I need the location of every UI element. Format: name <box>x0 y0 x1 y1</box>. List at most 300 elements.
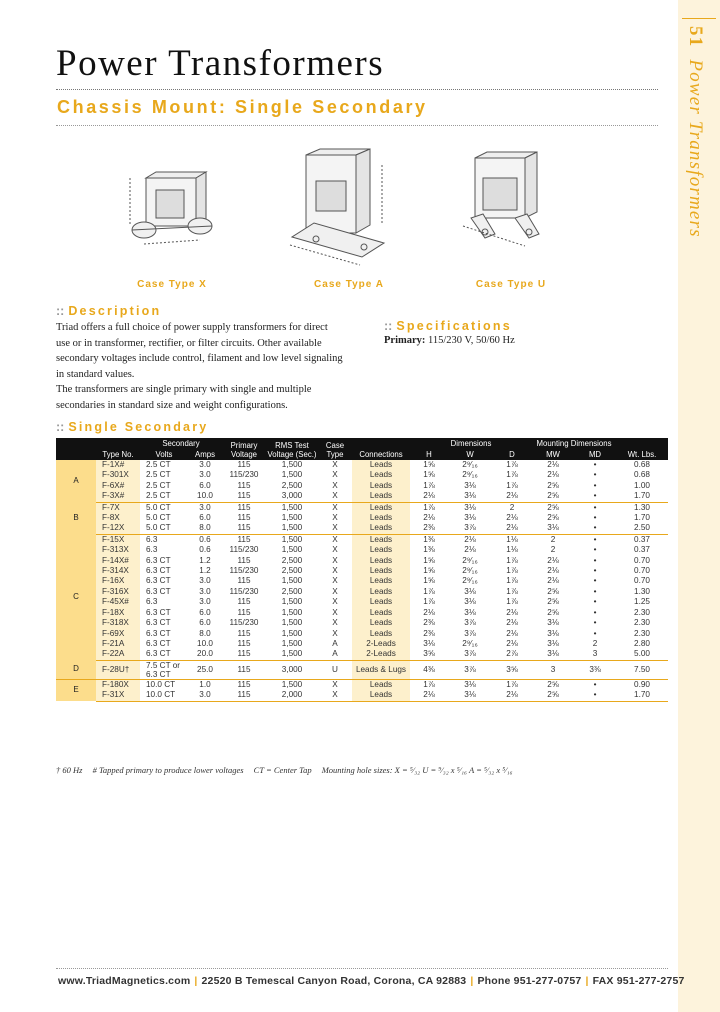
cell-md: • <box>593 545 597 555</box>
cell-rms: 1,500 <box>281 470 303 480</box>
description-paragraph-2: The transformers are single primary with single and multiple secondaries in standard size and weight configurations. <box>56 384 312 411</box>
cell-md: • <box>593 502 597 512</box>
cell-md: • <box>593 607 597 617</box>
cell-mw: 2⅛ <box>547 576 559 586</box>
cell-rms: 2,500 <box>281 566 303 576</box>
cell-rms: 1,500 <box>281 618 303 628</box>
footer-separator: | <box>194 975 198 987</box>
cell-amps: 25.0 <box>188 660 222 679</box>
page-title: Power Transformers <box>56 43 385 84</box>
cell-volts: 2.5 CT <box>146 470 171 480</box>
cell-amps: 10.0 <box>197 638 213 648</box>
cell-mw: 3⅛ <box>532 649 574 660</box>
cell-connections: Leads <box>352 534 410 545</box>
cell-connections: Leads <box>352 502 410 513</box>
header-rms: RMS Test Voltage (Sec.) <box>266 438 318 460</box>
cell-case: A <box>332 638 338 648</box>
group-label: B <box>56 502 96 534</box>
cell-wt: 2.30 <box>634 607 650 617</box>
cell-case: X <box>332 470 338 480</box>
cell-mw: 2⅛ <box>547 460 559 469</box>
cell-case: X <box>332 460 338 469</box>
footnote-hole-sizes: Mounting hole sizes: X = ⁵⁄₃₂ U = ⁹⁄₃₂ x ⁵⁄₁₆ A = ⁵⁄₃₂ x ⁵⁄₁₆ <box>321 765 513 775</box>
table-row <box>56 629 668 639</box>
cell-md: • <box>593 555 597 565</box>
cell-case: X <box>332 576 338 586</box>
cell-case: X <box>332 607 338 617</box>
cell-type: F-31X <box>96 690 140 701</box>
cell-type: F-3X# <box>96 491 140 502</box>
cell-d: 1⅞ <box>506 597 518 607</box>
footnote-tapped: # Tapped primary to produce lower voltages <box>92 765 244 775</box>
cell-volts: 10.0 CT <box>146 679 176 689</box>
description-body <box>56 320 344 414</box>
cell-volts: 6.3 CT <box>146 628 171 638</box>
cell-connections: Leads <box>352 690 410 701</box>
cell-type: F-22A <box>96 649 140 660</box>
cell-rms: 2,500 <box>281 480 303 490</box>
cell-connections: Leads <box>352 608 410 618</box>
cell-wt: 0.90 <box>634 679 650 689</box>
cell-type: F-318X <box>96 618 140 628</box>
group-label: D <box>56 660 96 679</box>
cell-w: 3⅛ <box>464 513 476 523</box>
cell-w: 3⅛ <box>464 480 476 490</box>
cell-md: • <box>593 534 597 544</box>
case-x-label: Case Type X <box>137 279 207 290</box>
cell-amps: 6.0 <box>199 480 211 490</box>
cell-h: 1⅝ <box>423 470 435 480</box>
table-group <box>56 502 668 534</box>
cell-md: 2 <box>592 638 598 648</box>
sidebar-title: Power Transformers <box>685 59 706 238</box>
cell-connections: Leads <box>352 629 410 639</box>
table-row <box>56 639 668 649</box>
cell-volts: 6.3 CT <box>146 638 171 648</box>
page-number: 51 <box>685 26 706 48</box>
table-row <box>56 618 668 628</box>
cell-md: • <box>593 586 597 596</box>
cell-md: • <box>574 690 616 701</box>
cell-primary: 115 <box>222 491 266 502</box>
cell-h: 2⅜ <box>423 628 435 638</box>
cell-amps: 8.0 <box>188 523 222 534</box>
cell-rms: 1,500 <box>281 638 303 648</box>
cell-rms: 1,500 <box>281 460 303 469</box>
cell-mw: 3⅛ <box>547 618 559 628</box>
cell-primary: 115 <box>222 523 266 534</box>
cell-w: 3⅛ <box>448 491 492 502</box>
header-w: W <box>448 449 492 460</box>
table-row <box>56 576 668 586</box>
cell-h: 1⅜ <box>423 545 435 555</box>
cell-mw: 3 <box>532 660 574 679</box>
cell-wt: 1.30 <box>634 586 650 596</box>
cell-h: 3⅛ <box>423 638 435 648</box>
cell-wt: 2.80 <box>634 638 650 648</box>
cell-connections: 2-Leads <box>352 639 410 649</box>
cell-d: 1⅞ <box>506 480 518 490</box>
cell-d: 2⅛ <box>492 690 532 701</box>
cell-d: 2⅛ <box>506 628 518 638</box>
cell-md: • <box>593 576 597 586</box>
footer-address: 22520 B Temescal Canyon Road, Corona, CA 92883 <box>201 975 467 987</box>
cell-d: 2⅛ <box>492 491 532 502</box>
cell-w: 2⁹⁄₁₆ <box>462 566 478 576</box>
cell-type: F-316X <box>96 587 140 597</box>
single-secondary-heading: :: Single Secondary <box>56 420 209 434</box>
cell-h: 2⅛ <box>423 513 435 523</box>
cell-h: 1⅝ <box>423 555 435 565</box>
cell-amps: 3.0 <box>188 690 222 701</box>
cell-type: F-45X# <box>96 597 140 607</box>
cell-case: X <box>332 545 338 555</box>
cell-w: 3⅛ <box>464 586 476 596</box>
cell-primary: 115 <box>237 502 251 512</box>
table-footnotes <box>56 765 668 775</box>
cell-case: X <box>332 618 338 628</box>
cell-w: 2⁹⁄₁₆ <box>462 576 478 586</box>
sidebar-rule <box>682 18 716 19</box>
table-group <box>56 460 668 502</box>
cell-d: 2⅞ <box>492 649 532 660</box>
cell-volts: 6.3 CT <box>146 586 171 596</box>
cell-case: X <box>332 480 338 490</box>
footer-phone: Phone 951-277-0757 <box>477 975 582 987</box>
cell-type: F-301X <box>96 470 140 480</box>
cell-wt: 0.37 <box>634 545 650 555</box>
cell-volts: 6.3 CT <box>146 607 171 617</box>
primary-value: 115/230 V, 50/60 Hz <box>428 335 515 346</box>
cell-mw: 2⅝ <box>547 502 559 512</box>
cell-primary: 115 <box>237 607 251 617</box>
header-volts: Volts <box>140 449 188 460</box>
cell-w: 3⅞ <box>448 523 492 534</box>
cell-wt: 5.00 <box>616 649 668 660</box>
group-label: C <box>56 534 96 660</box>
cell-type: F-21A <box>96 639 140 649</box>
cell-primary: 115/230 <box>229 566 259 576</box>
cell-volts: 6.3 CT <box>140 649 188 660</box>
cell-d: 2 <box>509 502 515 512</box>
cell-primary: 115 <box>222 690 266 701</box>
cell-rms: 2,500 <box>281 586 303 596</box>
cell-volts: 6.3 CT <box>146 566 171 576</box>
cell-d: 2⅛ <box>506 607 518 617</box>
cell-rms: 1,500 <box>281 534 303 544</box>
cell-rms: 1,500 <box>266 523 318 534</box>
header-case: Case Type <box>318 438 352 460</box>
cell-amps: 3.0 <box>199 576 211 586</box>
cell-amps: 0.6 <box>199 545 211 555</box>
cell-w: 3⅛ <box>464 607 476 617</box>
cell-md: • <box>593 566 597 576</box>
cell-w: 2⁹⁄₁₆ <box>462 638 478 648</box>
header-md: MD <box>574 449 616 460</box>
cell-connections: Leads <box>352 587 410 597</box>
cell-rms: 2,500 <box>281 555 303 565</box>
case-a-label: Case Type A <box>314 279 384 290</box>
cell-d: 1⅞ <box>506 576 518 586</box>
cell-h: 1⅝ <box>423 576 435 586</box>
cell-wt: 1.70 <box>616 491 668 502</box>
cell-wt: 0.70 <box>634 555 650 565</box>
cell-h: 3⅝ <box>410 649 448 660</box>
cell-md: • <box>593 460 597 469</box>
cell-w: 3⅞ <box>464 628 476 638</box>
cell-rms: 1,500 <box>266 649 318 660</box>
cell-primary: 115 <box>237 628 251 638</box>
table-row <box>56 534 668 545</box>
header-mounting: Mounting Dimensions <box>532 438 616 449</box>
cell-case: U <box>318 660 352 679</box>
cell-rms: 3,000 <box>266 660 318 679</box>
footer-separator: | <box>585 975 589 987</box>
cell-h: 2⅛ <box>410 690 448 701</box>
cell-primary: 115 <box>222 660 266 679</box>
cell-primary: 115 <box>237 460 251 469</box>
cell-volts: 6.3 CT <box>146 555 171 565</box>
cell-md: • <box>593 679 597 689</box>
cell-case: X <box>318 690 352 701</box>
cell-type: F-16X <box>96 576 140 586</box>
cell-w: 3⅛ <box>448 690 492 701</box>
cell-d: 1⅞ <box>506 460 518 469</box>
cell-wt: 0.68 <box>634 460 650 469</box>
cell-volts: 6.3 CT <box>146 618 171 628</box>
header-d: D <box>492 449 532 460</box>
table-group <box>56 679 668 701</box>
cell-amps: 3.0 <box>199 502 211 512</box>
cell-w: 3⅛ <box>464 502 476 512</box>
cell-mw: 3⅛ <box>547 628 559 638</box>
cell-w: 3⅛ <box>464 679 476 689</box>
cell-amps: 10.0 <box>188 491 222 502</box>
cell-primary: 115/230 <box>229 618 259 628</box>
cell-d: 1⅞ <box>506 470 518 480</box>
cell-case: X <box>318 491 352 502</box>
cell-connections: Leads <box>352 679 410 690</box>
cell-wt: 0.68 <box>634 470 650 480</box>
cell-mw: 2⅝ <box>532 491 574 502</box>
cell-case: X <box>332 566 338 576</box>
cell-volts: 6.3 CT <box>146 576 171 586</box>
cell-type: F-8X <box>96 513 140 523</box>
cell-rms: 1,500 <box>281 628 303 638</box>
cell-mw: 2 <box>550 545 556 555</box>
header-amps: Amps <box>188 449 222 460</box>
table-row <box>56 608 668 618</box>
header-weight: Wt. Lbs. <box>616 438 668 460</box>
cell-type: F-14X# <box>96 556 140 566</box>
cell-connections: 2-Leads <box>352 649 410 660</box>
cell-primary: 115 <box>222 649 266 660</box>
footer-separator: | <box>470 975 474 987</box>
cell-mw: 2⅝ <box>547 607 559 617</box>
table-header <box>56 438 668 460</box>
cell-d: 2⅛ <box>506 638 518 648</box>
cell-wt: 2.50 <box>616 523 668 534</box>
cell-wt: 7.50 <box>616 660 668 679</box>
table-row <box>56 679 668 690</box>
cell-d: 1⅛ <box>506 545 518 555</box>
cell-primary: 115/230 <box>229 586 259 596</box>
cell-primary: 115 <box>237 638 251 648</box>
cell-mw: 2⅝ <box>547 679 559 689</box>
table-group <box>56 534 668 660</box>
table-group <box>56 660 668 679</box>
cell-w: 3⅛ <box>464 597 476 607</box>
cell-amps: 6.0 <box>199 513 211 523</box>
header-type: Type No. <box>96 438 140 460</box>
cell-type: F-180X <box>96 679 140 690</box>
cell-mw: 3⅛ <box>547 638 559 648</box>
cell-amps: 6.0 <box>199 607 211 617</box>
table-row <box>56 556 668 566</box>
cell-w: 2⅛ <box>464 545 476 555</box>
description-heading-text: Description <box>68 304 162 318</box>
cell-primary: 115 <box>237 480 251 490</box>
cell-volts: 5.0 CT <box>146 513 171 523</box>
cell-rms: 1,500 <box>281 545 303 555</box>
header-secondary: Secondary <box>140 438 222 449</box>
cell-wt: 1.00 <box>634 480 650 490</box>
cell-case: X <box>318 523 352 534</box>
cell-case: X <box>332 597 338 607</box>
cell-rms: 2,000 <box>266 690 318 701</box>
cell-d: 1⅞ <box>506 586 518 596</box>
cell-wt: 0.70 <box>634 576 650 586</box>
cell-rms: 1,500 <box>281 597 303 607</box>
case-u-illustration <box>455 150 565 260</box>
cell-h: 1⅞ <box>423 502 435 512</box>
cell-h: 2⅜ <box>423 618 435 628</box>
page-subtitle: Chassis Mount: Single Secondary <box>57 97 428 117</box>
cell-d: 2⅛ <box>506 513 518 523</box>
cell-case: X <box>332 628 338 638</box>
header-primary: Primary Voltage <box>222 438 266 460</box>
table-row <box>56 566 668 576</box>
cell-type: F-6X# <box>96 481 140 491</box>
cell-h: 1⅞ <box>423 586 435 596</box>
cell-connections: Leads <box>352 618 410 628</box>
cell-amps: 3.0 <box>199 586 211 596</box>
cell-amps: 6.0 <box>199 618 211 628</box>
cell-w: 2⅛ <box>464 534 476 544</box>
table-row <box>56 597 668 607</box>
cell-d: 1⅞ <box>506 566 518 576</box>
table-row <box>56 491 668 502</box>
cell-d: 1⅞ <box>506 555 518 565</box>
cell-connections: Leads <box>352 576 410 586</box>
cell-d: 2⅛ <box>506 618 518 628</box>
cell-case: X <box>332 502 338 512</box>
cell-primary: 115 <box>237 576 251 586</box>
description-heading: :: Description <box>56 304 162 318</box>
subtitle-divider <box>56 125 658 126</box>
header-connections: Connections <box>352 438 410 460</box>
table-row <box>56 649 668 660</box>
table-row <box>56 587 668 597</box>
cell-rms: 1,500 <box>281 576 303 586</box>
cell-rms: 1,500 <box>281 679 303 689</box>
cell-case: X <box>332 679 338 689</box>
cell-w: 2⁹⁄₁₆ <box>462 460 478 469</box>
cell-wt: 0.70 <box>634 566 650 576</box>
cell-wt: 1.70 <box>634 513 650 523</box>
footer-divider <box>56 968 668 969</box>
cell-h: 1⅜ <box>423 534 435 544</box>
cell-volts: 5.0 CT <box>146 502 171 512</box>
cell-d: 1⅞ <box>506 679 518 689</box>
primary-label: Primary: <box>384 335 426 346</box>
cell-w: 3⅞ <box>448 660 492 679</box>
cell-type: F-15X <box>96 534 140 545</box>
cell-mw: 2⅛ <box>547 470 559 480</box>
case-u-label: Case Type U <box>475 279 547 290</box>
cell-h: 4⅜ <box>410 660 448 679</box>
table-row <box>56 513 668 523</box>
footer-website[interactable]: www.TriadMagnetics.com <box>58 975 191 987</box>
cell-connections: Leads & Lugs <box>352 660 410 679</box>
cell-volts: 2.5 CT <box>140 491 188 502</box>
case-a-illustration <box>282 145 397 270</box>
cell-w: 3⅞ <box>464 618 476 628</box>
footnote-60hz: † 60 Hz <box>56 765 83 775</box>
cell-connections: Leads <box>352 597 410 607</box>
footer-fax: FAX 951-277-2757 <box>592 975 685 987</box>
table-row <box>56 660 668 679</box>
cell-amps: 8.0 <box>199 628 211 638</box>
cell-md: • <box>574 491 616 502</box>
table-row <box>56 470 668 480</box>
cell-h: 1⅝ <box>423 460 435 469</box>
cell-w: 3⅞ <box>448 649 492 660</box>
case-x-illustration <box>118 160 228 270</box>
cell-volts: 10.0 CT <box>140 690 188 701</box>
cell-h: 1⅞ <box>423 480 435 490</box>
cell-mw: 2⅛ <box>547 555 559 565</box>
cell-md: • <box>574 523 616 534</box>
cell-volts: 5.0 CT <box>140 523 188 534</box>
cell-type: F-28U† <box>96 660 140 679</box>
cell-volts: 2.5 CT <box>146 480 171 490</box>
cell-connections: Leads <box>352 460 410 470</box>
cell-amps: 1.2 <box>199 555 211 565</box>
description-paragraph-1: Triad offers a full choice of power supply transformers for direct use or in transformer, rectifier, or filter circuits. Other available secondary voltages include control, filament and low level signaling in standard values. <box>56 322 343 380</box>
group-label: A <box>56 460 96 502</box>
cell-mw: 2⅝ <box>547 480 559 490</box>
cell-amps: 3.0 <box>199 470 211 480</box>
cell-rms: 1,500 <box>281 513 303 523</box>
cell-case: X <box>332 534 338 544</box>
cell-connections: Leads <box>352 556 410 566</box>
cell-case: X <box>332 513 338 523</box>
footer <box>58 975 685 987</box>
specifications-primary <box>384 335 515 346</box>
cell-primary: 115 <box>237 679 251 689</box>
cell-amps: 1.2 <box>199 566 211 576</box>
cell-h: 1⅝ <box>423 566 435 576</box>
cell-connections: Leads <box>352 491 410 502</box>
cell-wt: 2.30 <box>634 618 650 628</box>
cell-connections: Leads <box>352 545 410 555</box>
cell-type: F-18X <box>96 608 140 618</box>
cell-amps: 3.0 <box>199 460 211 469</box>
cell-mw: 2⅝ <box>547 513 559 523</box>
single-secondary-heading-text: Single Secondary <box>68 420 209 434</box>
cell-h: 2⅛ <box>410 491 448 502</box>
